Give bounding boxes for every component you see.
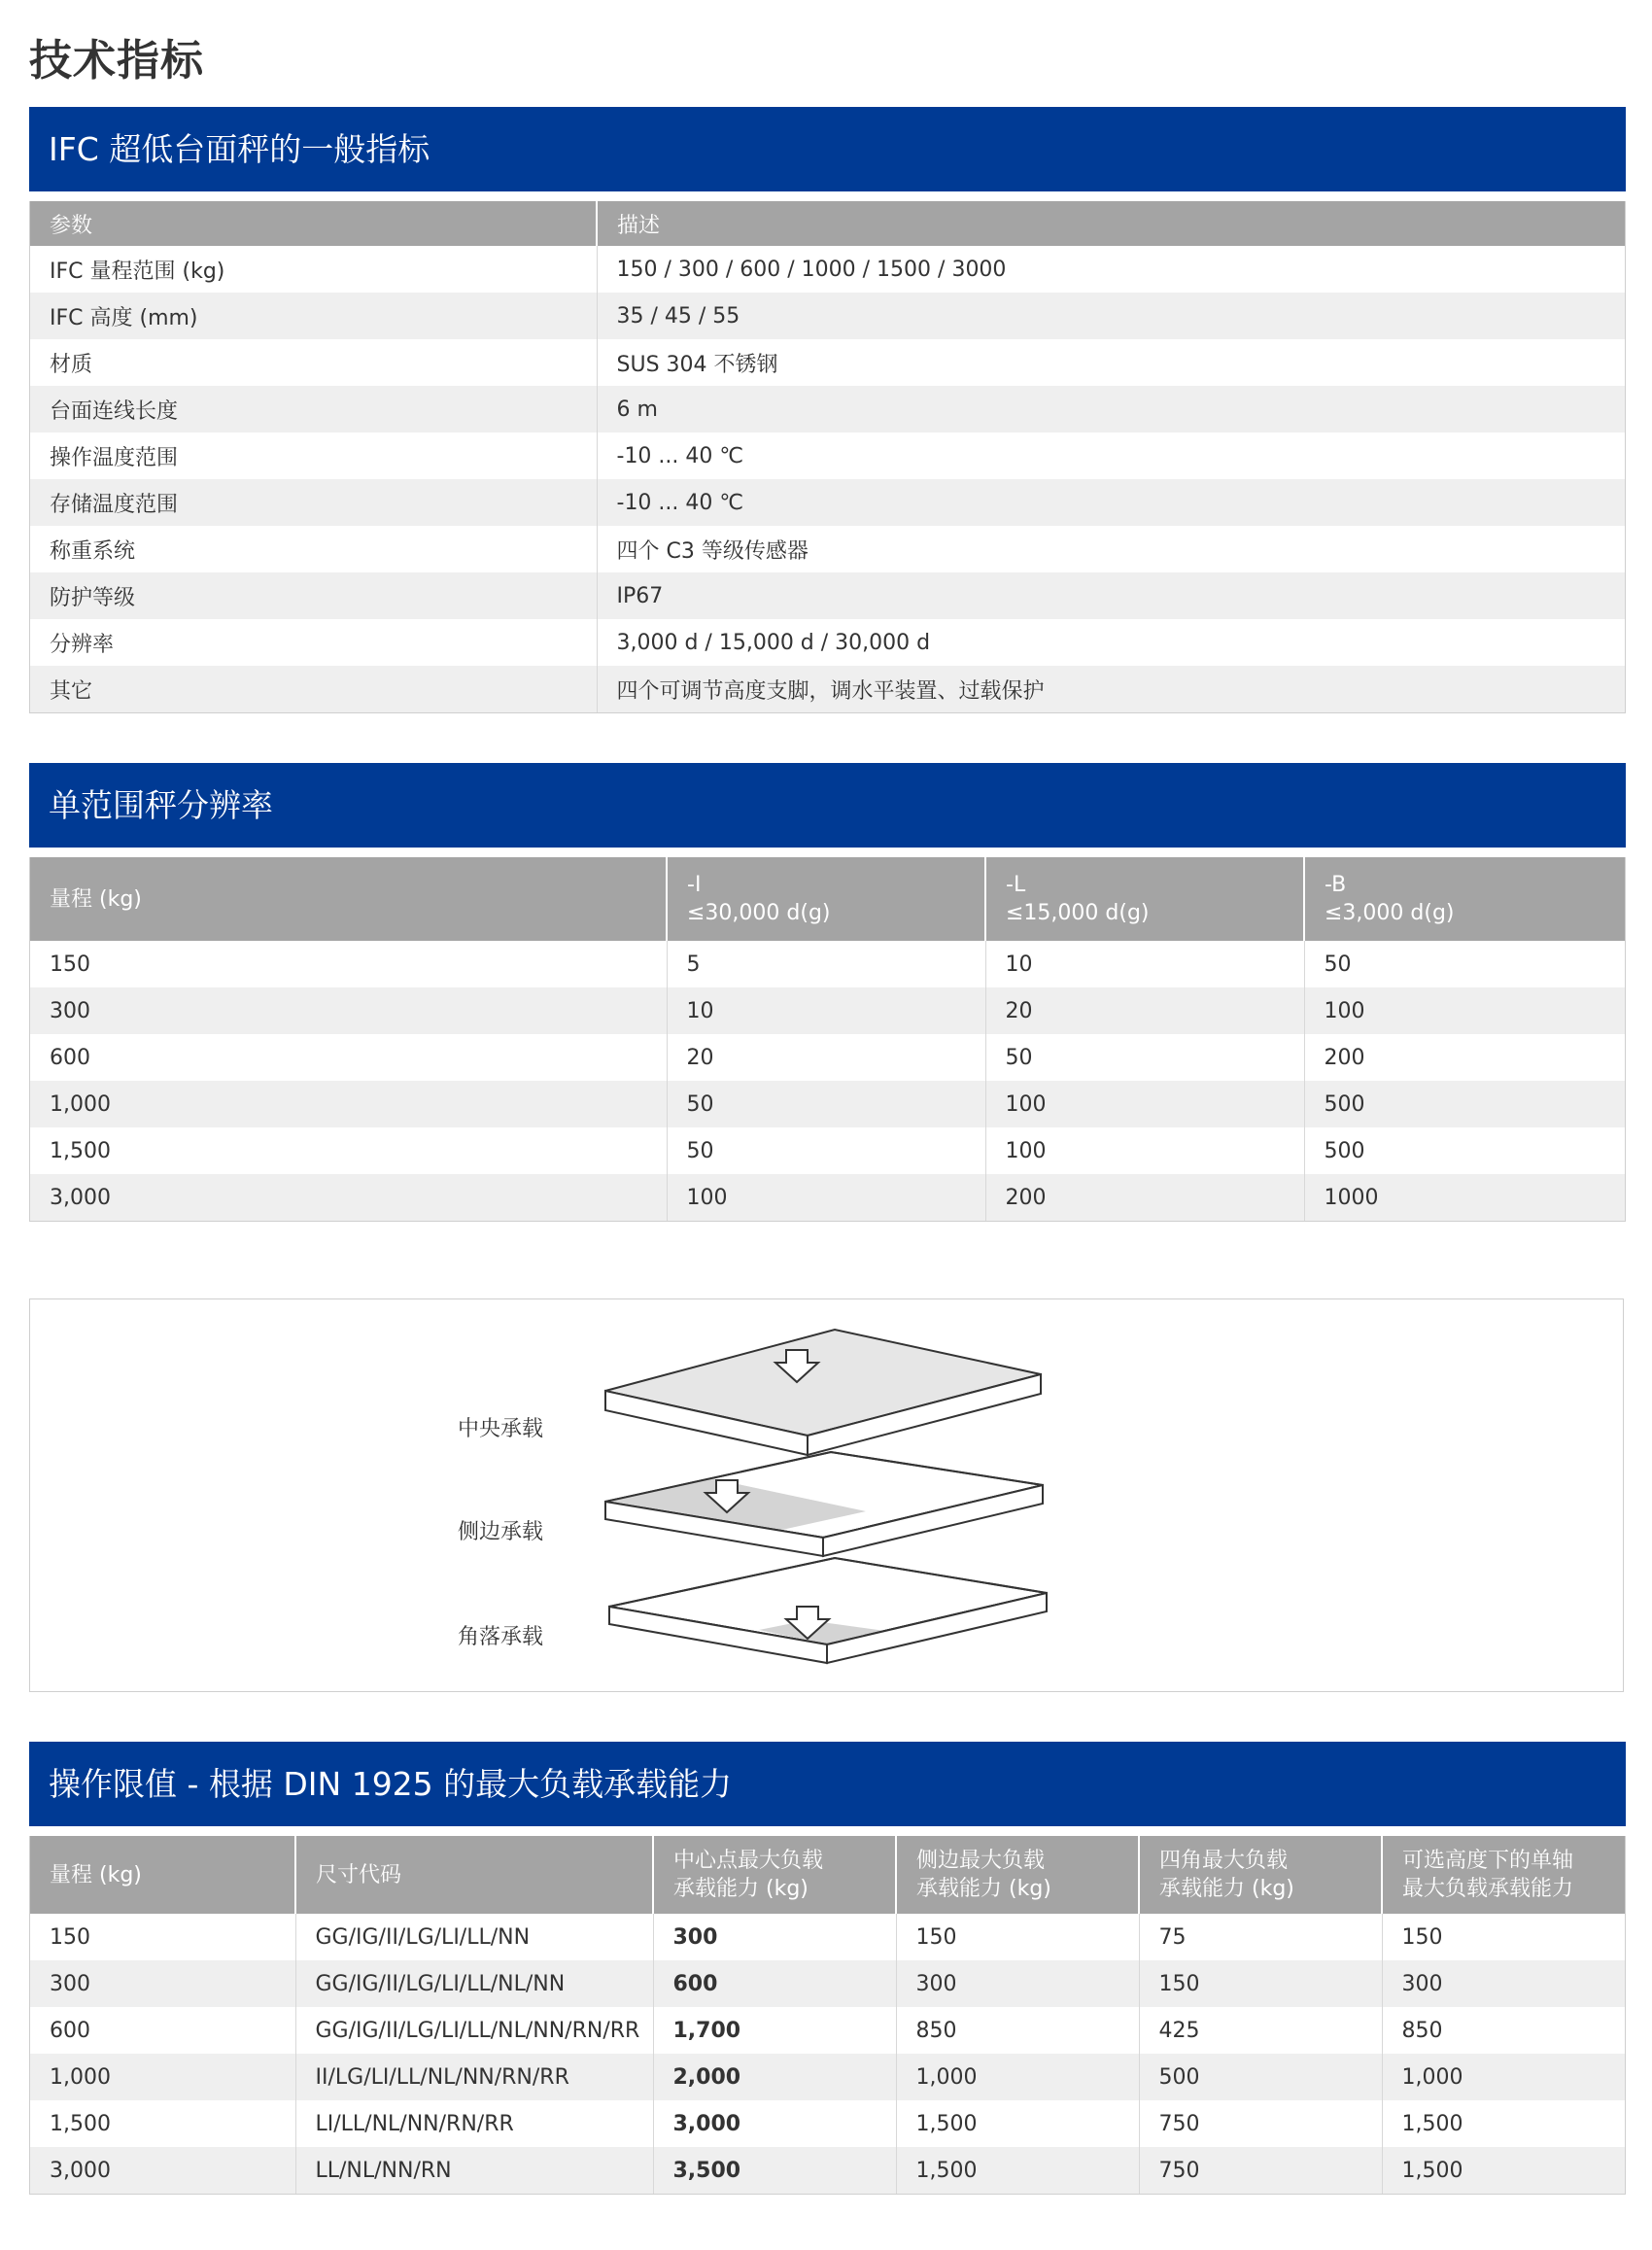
table-row	[30, 987, 1625, 1034]
table-row	[30, 386, 1625, 433]
table-cell: 1,000	[1382, 2054, 1625, 2100]
table-cell: 600	[653, 1960, 896, 2007]
column-header-line: -L	[1006, 873, 1026, 897]
table-cell: 150	[1382, 1914, 1625, 1960]
table-cell: 200	[985, 1174, 1304, 1221]
table-cell: 50	[667, 1127, 985, 1174]
page-title: 技术指标	[29, 36, 204, 86]
column-header-line: -I	[687, 873, 702, 897]
table-cell: 20	[985, 987, 1304, 1034]
section-header: 操作限值 - 根据 DIN 1925 的最大负载承载能力	[29, 1742, 1626, 1826]
resolution-section	[29, 763, 1626, 1222]
table-cell: 10	[985, 941, 1304, 987]
column-header: 参数	[30, 201, 597, 246]
table-cell: 台面连线长度	[30, 386, 597, 433]
column-header	[667, 857, 985, 941]
table-cell: 150	[896, 1914, 1139, 1960]
column-header	[653, 1836, 896, 1914]
table-cell: 1,500	[50, 2111, 111, 2136]
column-header-line: 四角最大负载	[1159, 1849, 1289, 1873]
table-cell: 存储温度范围	[30, 479, 597, 526]
table-cell: GG/IG/II/LG/LI/LL/NL/NN/RN/RR	[295, 2007, 653, 2054]
table-cell: IFC 高度 (mm)	[30, 293, 597, 339]
table-cell: IFC 量程范围 (kg)	[50, 259, 225, 284]
table-row	[30, 1081, 1625, 1127]
general-spec-section	[29, 107, 1626, 713]
table-cell: 50	[1304, 941, 1625, 987]
table-cell: 3,500	[653, 2147, 896, 2194]
table-cell: 150	[50, 1924, 90, 1950]
table-row	[30, 293, 1625, 339]
general-spec-table	[29, 201, 1626, 713]
table-row	[30, 1174, 1625, 1221]
platform-illustration	[30, 1299, 1623, 1691]
load-limit-section	[29, 1742, 1626, 2195]
table-cell: 850	[896, 2007, 1139, 2054]
column-header-line: ≤15,000 d(g)	[1006, 901, 1150, 925]
table-cell: 1,000	[896, 2054, 1139, 2100]
table-row	[30, 572, 1625, 619]
table-row	[30, 666, 1625, 712]
table-cell: 3,000	[30, 1174, 667, 1221]
table-cell: 分辨率	[50, 632, 115, 657]
platform-central	[605, 1330, 1041, 1455]
table-cell: IP67	[597, 572, 1625, 619]
column-header: 描述	[597, 201, 1625, 246]
table-cell: 200	[1304, 1034, 1625, 1081]
table-cell: 300	[30, 987, 667, 1034]
table-cell: 2,000	[653, 2054, 896, 2100]
table-cell: 1,700	[653, 2007, 896, 2054]
table-cell: 75	[1139, 1914, 1382, 1960]
column-header	[30, 857, 667, 941]
table-cell: 3,000 d / 15,000 d / 30,000 d	[597, 619, 1625, 666]
column-header	[1139, 1836, 1382, 1914]
table-cell: 四个可调节高度支脚，调水平装置、过载保护	[597, 666, 1625, 712]
table-row	[30, 246, 1625, 293]
load-position-diagram	[29, 1298, 1624, 1692]
column-header	[896, 1836, 1139, 1914]
table-cell: 50	[667, 1081, 985, 1127]
column-header	[1382, 1836, 1625, 1914]
table-row	[30, 526, 1625, 572]
table-cell: 500	[1139, 2054, 1382, 2100]
platform-corner	[609, 1558, 1047, 1663]
column-header-line: ≤30,000 d(g)	[687, 901, 831, 925]
table-cell: LI/LL/NL/NN/RN/RR	[295, 2100, 653, 2147]
column-header-line: 最大负载承载能力	[1402, 1877, 1574, 1901]
table-cell: 1,000	[30, 2054, 295, 2100]
table-cell: 500	[1304, 1081, 1625, 1127]
platform-side	[605, 1452, 1043, 1556]
table-cell: 1,500	[896, 2100, 1139, 2147]
table-cell: 300	[653, 1914, 896, 1960]
table-cell: 100	[985, 1127, 1304, 1174]
table-cell: 600	[50, 2018, 90, 2043]
table-cell: 其它	[30, 666, 597, 712]
column-header-line: 量程 (kg)	[50, 1862, 142, 1887]
table-cell: 300	[896, 1960, 1139, 2007]
table-row	[30, 433, 1625, 479]
table-cell: 750	[1139, 2100, 1382, 2147]
table-cell: II/LG/LI/LL/NL/NN/RN/RR	[295, 2054, 653, 2100]
column-header-line: -B	[1325, 873, 1347, 897]
table-cell: 称重系统	[50, 538, 136, 564]
table-cell: 6 m	[597, 386, 1625, 433]
table-cell: 850	[1382, 2007, 1625, 2054]
table-cell: 100	[667, 1174, 985, 1221]
table-cell: -10 ... 40 ℃	[597, 433, 1625, 479]
table-row	[30, 479, 1625, 526]
column-header-line: 尺寸代码	[316, 1862, 402, 1887]
table-cell: 1,000	[30, 1081, 667, 1127]
table-cell: 3,000	[653, 2100, 896, 2147]
table-cell: 10	[667, 987, 985, 1034]
table-row	[30, 2054, 1625, 2100]
column-header	[295, 1836, 653, 1914]
column-header-line: 中心点最大负载	[673, 1849, 824, 1873]
table-cell: 1,500	[1382, 2100, 1625, 2147]
table-cell: 1,500	[1382, 2147, 1625, 2194]
column-header-line: 承载能力 (kg)	[673, 1877, 809, 1901]
table-cell: -10 ... 40 ℃	[597, 479, 1625, 526]
table-cell: 750	[1139, 2147, 1382, 2194]
column-header-line: ≤3,000 d(g)	[1325, 901, 1455, 925]
table-cell: 150 / 300 / 600 / 1000 / 1500 / 3000	[597, 246, 1625, 293]
column-header-line: 量程 (kg)	[50, 886, 142, 912]
resolution-table	[29, 857, 1626, 1222]
table-cell: 四个 C3 等级传感器	[597, 526, 1625, 572]
side-load-label: 侧边承载	[458, 1520, 544, 1544]
table-cell: GG/IG/II/LG/LI/LL/NN	[295, 1914, 653, 1960]
column-header-line: 侧边最大负载	[916, 1849, 1046, 1873]
table-row	[30, 1914, 1625, 1960]
table-cell: 150	[50, 952, 90, 977]
table-cell: LL/NL/NN/RN	[295, 2147, 653, 2194]
column-header	[30, 1836, 295, 1914]
table-cell: 50	[985, 1034, 1304, 1081]
table-cell: GG/IG/II/LG/LI/LL/NL/NN	[295, 1960, 653, 2007]
table-cell: 3,000	[30, 2147, 295, 2194]
column-header-line: 承载能力 (kg)	[916, 1877, 1051, 1901]
table-cell: 300	[30, 1960, 295, 2007]
table-row	[30, 2147, 1625, 2194]
table-cell: 100	[1304, 987, 1625, 1034]
section-header: IFC 超低台面秤的一般指标	[29, 107, 1626, 191]
column-header	[985, 857, 1304, 941]
table-cell: SUS 304 不锈钢	[597, 339, 1625, 386]
table-cell: 150	[1139, 1960, 1382, 2007]
column-header-line: 可选高度下的单轴	[1402, 1849, 1574, 1873]
central-load-label: 中央承载	[458, 1417, 544, 1441]
table-cell: 5	[667, 941, 985, 987]
table-row	[30, 2007, 1625, 2054]
table-row	[30, 1127, 1625, 1174]
table-cell: 425	[1139, 2007, 1382, 2054]
section-header: 单范围秤分辨率	[29, 763, 1626, 848]
table-row	[30, 619, 1625, 666]
table-cell: 1000	[1304, 1174, 1625, 1221]
table-cell: 600	[50, 1045, 90, 1070]
table-cell: 35 / 45 / 55	[597, 293, 1625, 339]
column-header	[1304, 857, 1625, 941]
table-row	[30, 1034, 1625, 1081]
table-row	[30, 1960, 1625, 2007]
table-row	[30, 339, 1625, 386]
table-cell: 100	[985, 1081, 1304, 1127]
table-cell: 1,500	[50, 1138, 111, 1163]
table-cell: 20	[667, 1034, 985, 1081]
corner-load-label: 角落承载	[458, 1625, 544, 1649]
table-cell: 500	[1304, 1127, 1625, 1174]
table-cell: 防护等级	[30, 572, 597, 619]
table-cell: 操作温度范围	[50, 445, 179, 470]
load-limit-table	[29, 1836, 1626, 2195]
table-row	[30, 941, 1625, 987]
table-row	[30, 2100, 1625, 2147]
table-cell: 1,500	[896, 2147, 1139, 2194]
table-cell: 材质	[50, 352, 93, 377]
table-cell: 300	[1382, 1960, 1625, 2007]
column-header-line: 承载能力 (kg)	[1159, 1877, 1294, 1901]
